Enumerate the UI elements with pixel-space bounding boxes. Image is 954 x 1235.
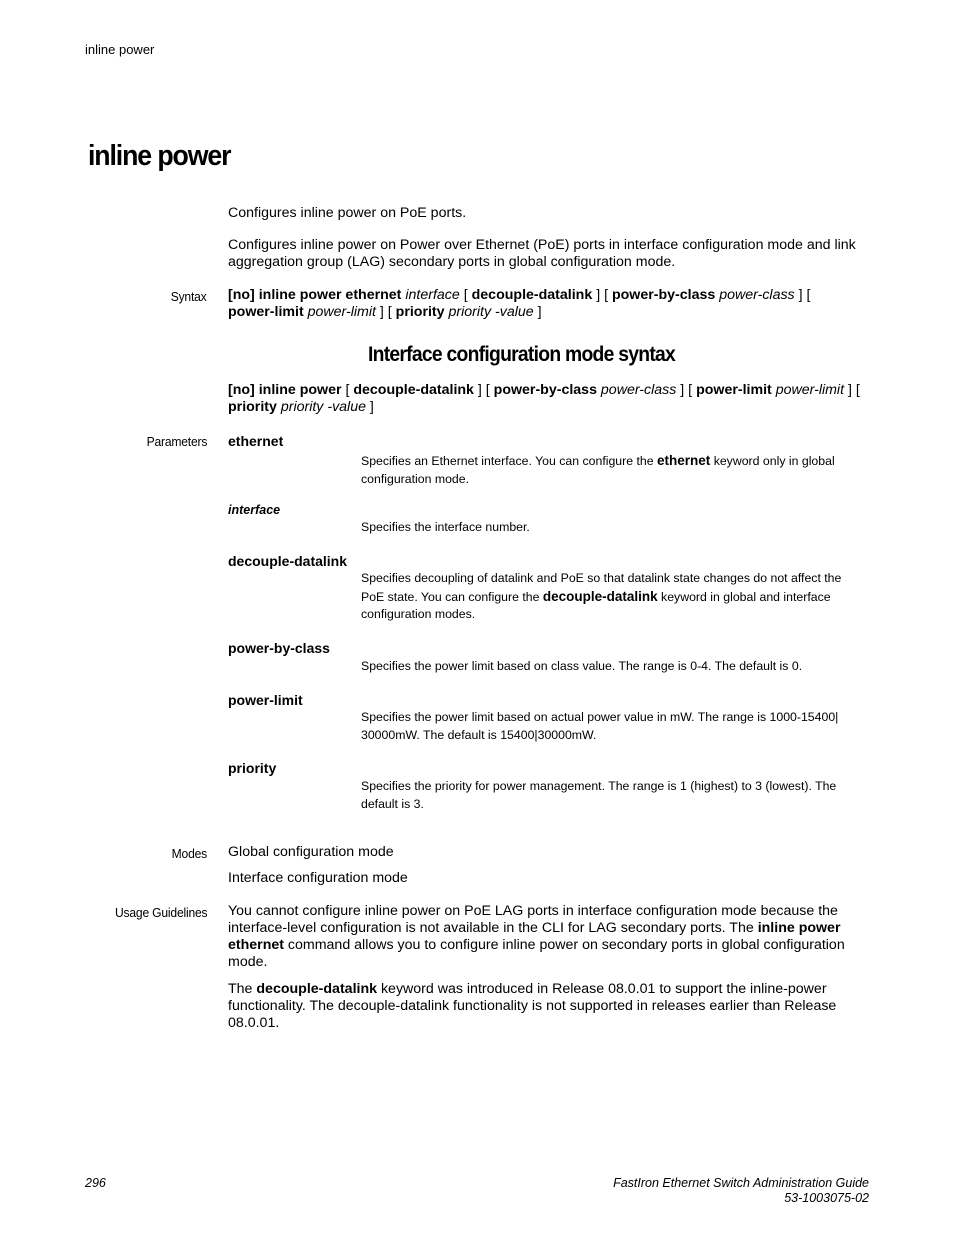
param-term-power-by-class: power-by-class <box>228 640 330 656</box>
isyntax-bracket: [ <box>341 382 354 398</box>
usage-text: command allows you to configure inline power on secondary ports in global configuration mode. <box>228 937 845 970</box>
usage-text: keyword was introduced in Release 08.0.01 to support the inline-power functionality. The decouple-datalink functionality is not supported in releases earlier than Release 08.0.01. <box>228 981 837 1031</box>
syntax-bracket: ] [ <box>592 287 612 303</box>
isyntax-power-by-class: power-by-class <box>493 382 597 398</box>
syntax-bracket: ] [ <box>794 287 811 303</box>
interface-syntax-line <box>228 382 860 416</box>
param-desc-line: Specifies the power limit based on actual power value in mW. The range is 1000-15400| <box>361 710 839 724</box>
running-head: inline power <box>85 42 155 57</box>
param-desc-interface: Specifies the interface number. <box>361 520 530 534</box>
param-desc-decouple-datalink <box>361 570 861 624</box>
isyntax-power-limit-arg: power-limit <box>775 382 845 398</box>
isyntax-bracket: ] <box>365 399 374 415</box>
param-desc-keyword: decouple-datalink <box>542 588 658 604</box>
syntax-bracket: ] <box>533 304 542 320</box>
syntax-label: Syntax <box>171 289 207 304</box>
param-desc-priority: Specifies the priority for power management. The range is 1 (highest) to 3 (lowest). The default is 3. <box>361 779 837 811</box>
param-desc-ethernet <box>361 452 861 488</box>
usage-paragraph-2 <box>228 981 860 1032</box>
param-term-priority: priority <box>228 760 277 776</box>
syntax-decouple-datalink: decouple-datalink <box>471 287 593 303</box>
isyntax-bracket: ] [ <box>473 382 494 398</box>
doc-number: 53-1003075-02 <box>784 1191 869 1205</box>
syntax-priority: priority <box>395 304 445 320</box>
param-term-ethernet: ethernet <box>228 433 284 449</box>
usage-text: You cannot configure inline power on PoE LAG ports in interface configuration mode because the interface-level configuration is not available in the CLI for LAG secondary ports. The <box>228 903 838 936</box>
param-desc-text: keyword in global and interface configuration modes. <box>361 589 831 621</box>
isyntax-priority-arg: priority -value <box>280 399 366 415</box>
isyntax-bracket: ] [ <box>676 382 697 398</box>
isyntax-priority: priority <box>228 399 277 415</box>
syntax-interface-arg: interface <box>405 287 460 303</box>
param-desc-text: Specifies an Ethernet interface. You can configure the <box>361 454 658 468</box>
syntax-line <box>228 287 860 321</box>
syntax-bracket: [ <box>459 287 472 303</box>
syntax-power-class-arg: power-class <box>719 287 795 303</box>
isyntax-bracket: ] [ <box>844 382 860 398</box>
syntax-power-by-class: power-by-class <box>611 287 716 303</box>
page-title: inline power <box>88 140 231 172</box>
mode-interface: Interface configuration mode <box>228 870 408 886</box>
modes-label: Modes <box>171 846 207 861</box>
syntax-no-inline-power-ethernet: [no] inline power ethernet <box>228 287 402 303</box>
param-desc-line: 30000mW. The default is 15400|30000mW. <box>361 727 597 742</box>
param-desc-power-by-class: Specifies the power limit based on class value. The range is 0-4. The default is 0. <box>361 659 803 673</box>
page-number: 296 <box>85 1176 106 1190</box>
parameters-label: Parameters <box>146 434 207 449</box>
usage-keyword: decouple-datalink <box>256 981 378 997</box>
intro-long: Configures inline power on Power over Ethernet (PoE) ports in interface configuration mode and link aggregation group (LAG) secondary ports in global configuration mode. <box>228 237 856 270</box>
param-term-power-limit: power-limit <box>228 692 303 708</box>
usage-paragraph-1 <box>228 903 860 971</box>
param-desc-text: Specifies decoupling of datalink and PoE so that datalink state changes do not affect the PoE state. You can configure the <box>361 571 842 604</box>
isyntax-no-inline-power: [no] inline power <box>228 382 342 398</box>
param-desc-keyword: ethernet <box>657 453 711 468</box>
syntax-power-limit-arg: power-limit <box>307 304 376 320</box>
mode-global: Global configuration mode <box>228 844 394 860</box>
guide-title: FastIron Ethernet Switch Administration Guide <box>613 1176 869 1190</box>
syntax-bracket: ] [ <box>375 304 396 320</box>
usage-label: Usage Guidelines <box>114 905 207 920</box>
isyntax-decouple-datalink: decouple-datalink <box>353 382 474 398</box>
syntax-power-limit: power-limit <box>228 304 304 320</box>
param-desc-text: keyword only in global configuration mode. <box>361 454 835 486</box>
isyntax-power-class-arg: power-class <box>600 382 677 398</box>
isyntax-power-limit: power-limit <box>696 382 772 398</box>
param-term-interface: interface <box>228 503 281 517</box>
footer-doc-info <box>613 1176 869 1206</box>
param-desc-power-limit <box>361 709 861 744</box>
interface-syntax-heading: Interface configuration mode syntax <box>368 343 676 366</box>
param-term-decouple-datalink: decouple-datalink <box>228 553 348 569</box>
intro-short: Configures inline power on PoE ports. <box>228 205 467 221</box>
usage-text: The <box>228 981 257 997</box>
syntax-priority-arg: priority -value <box>448 304 534 320</box>
usage-keyword: inline power ethernet <box>228 920 841 953</box>
